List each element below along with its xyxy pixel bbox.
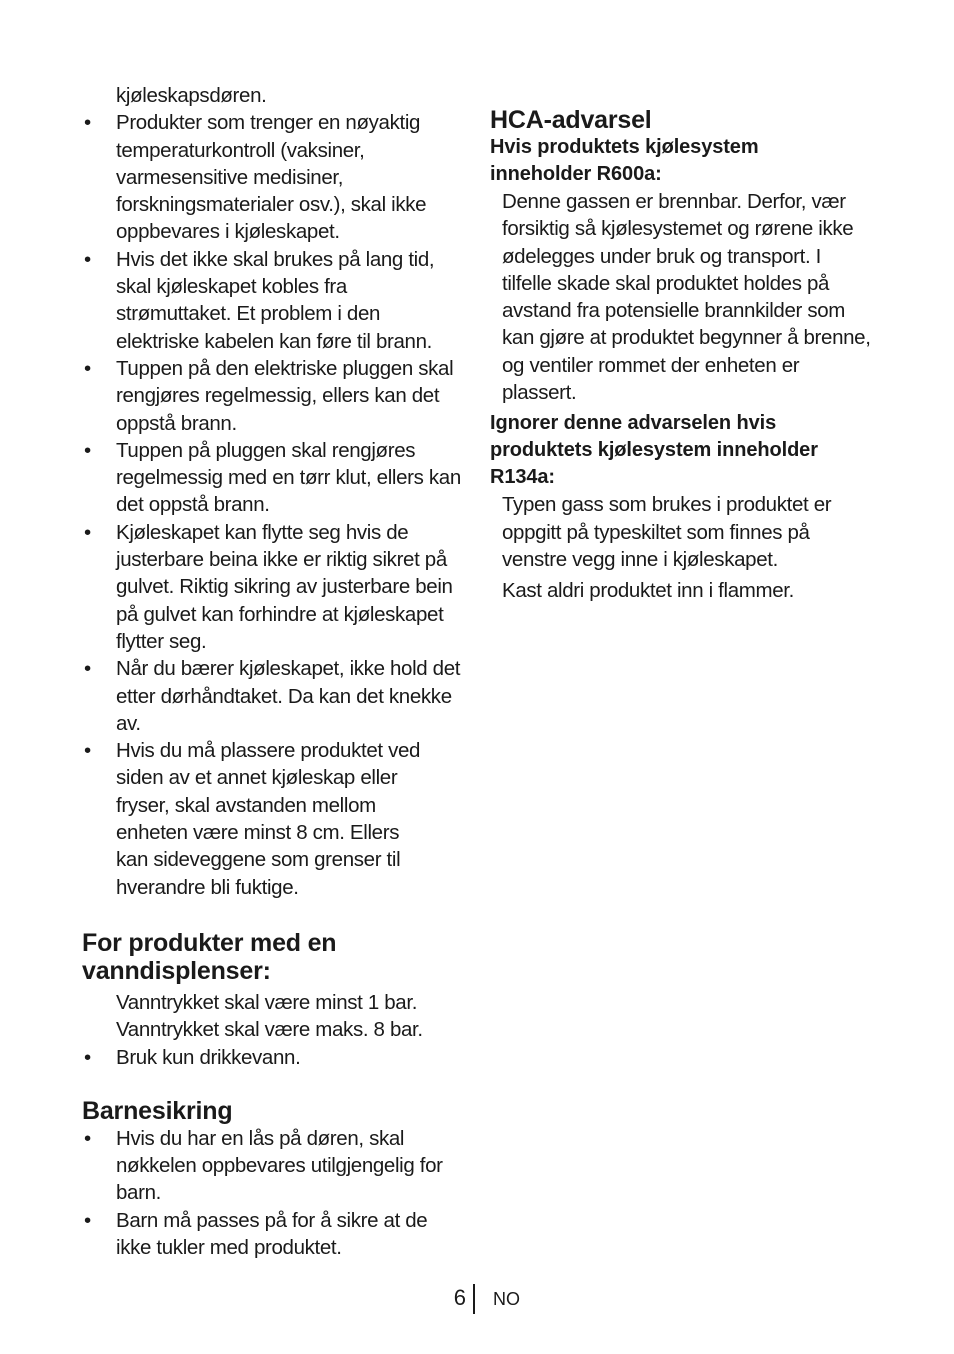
list-item-text: Tuppen på pluggen skal rengjøres regelmessig med en tørr klut, ellers kan det oppstå brann. <box>116 438 461 517</box>
child-safety-heading: Barnesikring <box>82 1096 233 1125</box>
water-pressure-min: Vanntrykket skal være minst 1 bar. <box>116 990 418 1014</box>
list-item <box>82 1125 462 1207</box>
bullet-icon: • <box>84 111 91 135</box>
list-item <box>82 655 462 737</box>
list-item <box>82 355 462 437</box>
bullet-icon: • <box>84 1126 91 1150</box>
list-item-text: Barn må passes på for å sikre at de ikke tukler med produktet. <box>116 1208 428 1259</box>
list-item-text: Hvis det ikke skal brukes på lang tid, skal kjøleskapet kobles fra strømuttaket. Et problem i den elektriske kabelen kan føre til brann. <box>116 247 435 353</box>
list-item-text: Bruk kun drikkevann. <box>116 1045 301 1069</box>
list-item-text: Hvis du må plassere produktet ved siden av et annet kjøleskap eller fryser, skal avstanden mellom enheten være minst 8 cm. Ellers kan sideveggene som grenser til hverandre bli fuktige. <box>116 739 421 899</box>
language-code: NO <box>493 1289 520 1309</box>
bullet-icon: • <box>84 1045 91 1069</box>
list-item <box>82 1044 462 1071</box>
water-pressure-max: Vanntrykket skal være maks. 8 bar. <box>116 1018 423 1042</box>
bullet-icon: • <box>84 1208 91 1232</box>
water-dispenser-heading: For produkter med en vanndisplenser: <box>82 928 337 985</box>
bullet-icon: • <box>84 356 91 380</box>
list-item-text: Hvis du har en lås på døren, skal nøkkelen oppbevares utilgjengelig for barn. <box>116 1126 443 1205</box>
hca-warning-heading: HCA-advarsel <box>490 106 652 134</box>
right-column <box>490 106 880 605</box>
bullet-icon: • <box>84 739 91 763</box>
list-item <box>82 109 462 245</box>
list-item <box>82 246 462 355</box>
list-item-text: Produkter som trenger en nøyaktig temperaturkontroll (vaksiner, varmesensitive medisiner, forskningsmaterialer osv.), skal ikke oppbevares i kjøleskapet. <box>116 111 427 244</box>
flames-warning: Kast aldri produktet inn i flammer. <box>502 579 794 603</box>
bullet-icon: • <box>84 657 91 681</box>
list-item-text: Når du bærer kjøleskapet, ikke hold det etter dørhåndtaket. Da kan det knekke av. <box>116 657 461 735</box>
continuation-text: kjøleskapsdøren. <box>116 84 267 107</box>
bullet-icon: • <box>84 247 91 271</box>
bullet-icon: • <box>84 520 91 544</box>
list-item <box>82 1207 462 1262</box>
list-item <box>82 737 462 901</box>
footer-divider <box>473 1284 475 1314</box>
list-item-text: Kjøleskapet kan flytte seg hvis de justerbare beina ikke er riktig sikret på gulvet. Riktig sikring av justerbare bein på gulvet kan forhindre at kjøleskapet flytter seg. <box>116 520 453 653</box>
r134a-subheading: Ignorer denne advarselen hvis produktets kjølesystem inneholder R134a: <box>490 412 818 489</box>
bullet-icon: • <box>84 438 91 462</box>
page-footer <box>0 1284 954 1314</box>
left-column <box>82 82 462 1261</box>
r600a-paragraph: Denne gassen er brennbar. Derfor, vær forsiktig så kjølesystemet og rørene ikke ødelegges under bruk og transport. I tilfelle skade skal produktet holdes på avstand fra potensielle brannkilder som kan gjøre at produktet begynner å brenne, og ventiler rommet der enheten er plassert. <box>502 190 871 405</box>
page-number: 6 <box>453 1285 466 1310</box>
r134a-paragraph: Typen gass som brukes i produktet er oppgitt på typeskiltet som finnes på venstre vegg inne i kjøleskapet. <box>502 493 832 571</box>
list-item <box>82 437 462 519</box>
list-item <box>82 519 462 655</box>
list-item-text: Tuppen på den elektriske pluggen skal rengjøres regelmessig, ellers kan det oppstå brann. <box>116 356 454 435</box>
r600a-subheading: Hvis produktets kjølesystem inneholder R600a: <box>490 136 759 185</box>
